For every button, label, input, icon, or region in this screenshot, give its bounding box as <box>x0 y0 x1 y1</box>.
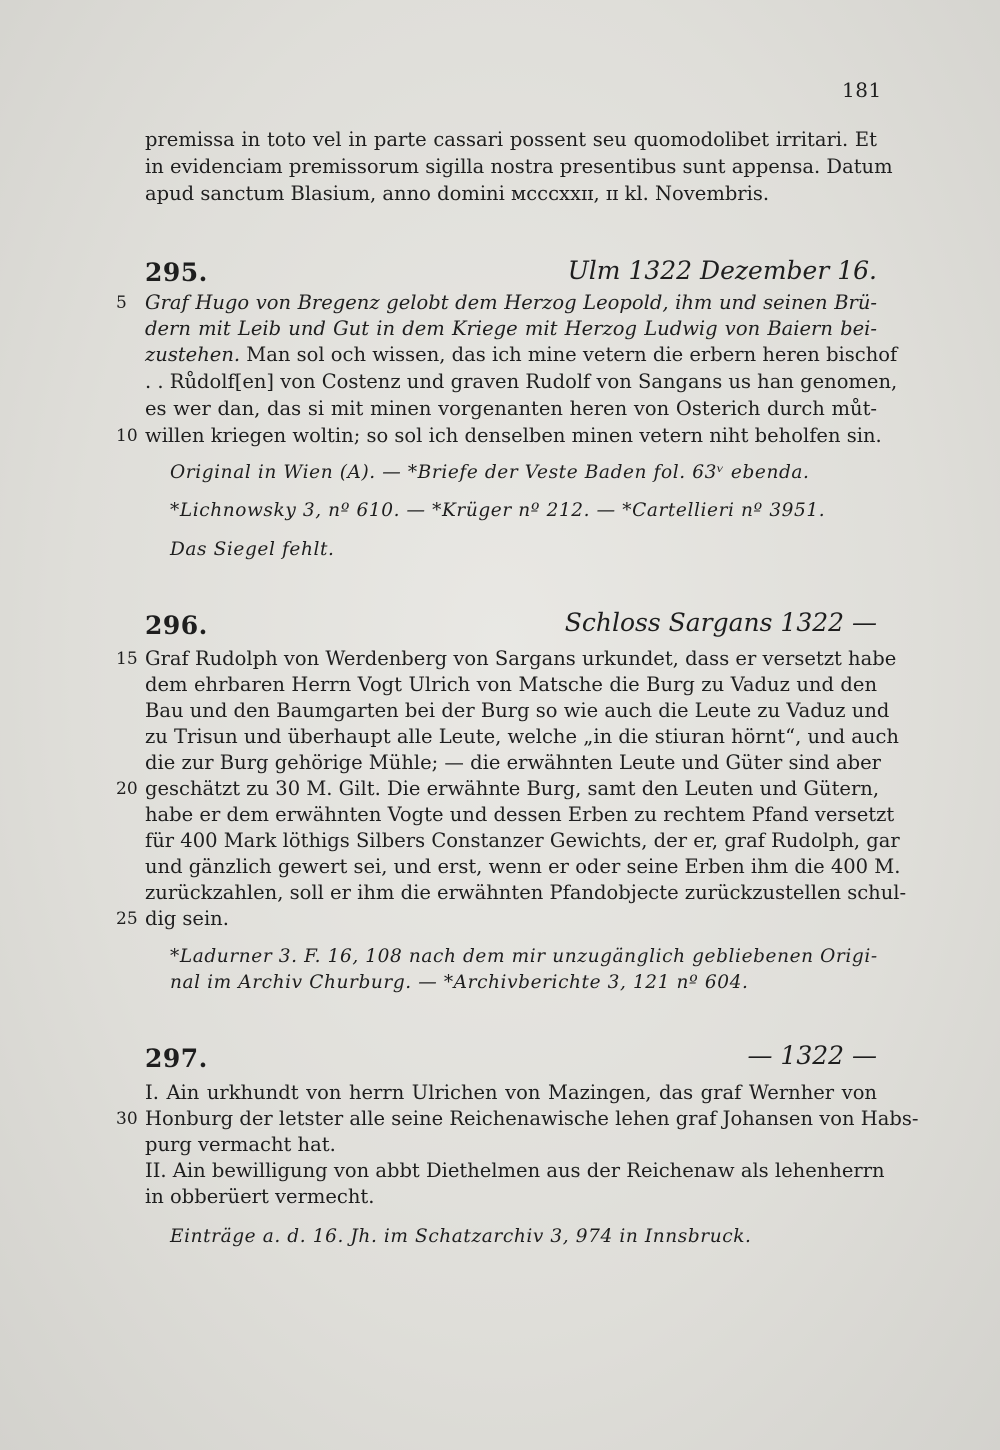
source-note: Einträge a. d. 16. Jh. im Schatzarchiv 3, 974 in Innsbruck. <box>170 1226 752 1247</box>
source-note: *Lichnowsky 3, nº 610. — *Krüger nº 212. — *Cartellieri nº 3951. <box>170 500 826 521</box>
source-note: Das Siegel fehlt. <box>170 539 335 560</box>
text-line: für 400 Mark löthigs Silbers Constanzer Gewichts, der er, graf Rudolph, gar <box>145 829 900 852</box>
line-number-marker: 20 <box>116 779 138 799</box>
text-line: dem ehrbaren Herrn Vogt Ulrich von Matsche die Burg zu Vaduz und den <box>145 673 877 696</box>
source-note: nal im Archiv Churburg. — *Archivberichte 3, 121 nº 604. <box>170 972 749 993</box>
mixed-line <box>145 342 898 368</box>
document-date: Ulm 1322 Dezember 16. <box>567 256 877 285</box>
line-number-marker: 15 <box>116 649 138 669</box>
line-number-marker: 5 <box>116 293 127 313</box>
regest-end: zustehen. <box>145 343 241 366</box>
source-note: *Ladurner 3. F. 16, 108 nach dem mir unzugänglich gebliebenen Origi- <box>170 946 878 967</box>
text-line: Bau und den Baumgarten bei der Burg so wie auch die Leute zu Vaduz und <box>145 699 890 722</box>
text-line: und gänzlich gewert sei, und erst, wenn er oder seine Erben ihm die 400 M. <box>145 855 901 878</box>
text-line: habe er dem erwähnten Vogte und dessen Erben zu rechtem Pfand versetzt <box>145 803 895 826</box>
text-line: zurückzahlen, soll er ihm die erwähnten Pfandobjecte zurückzustellen schul- <box>145 881 907 904</box>
document-number: 295. <box>145 258 208 287</box>
text-line: . . Růdolf[en] von Costenz und graven Rudolf von Sangans us han genomen, <box>145 370 898 393</box>
text-line: I. Ain urkhundt von herrn Ulrichen von Mazingen, das graf Wernher von <box>145 1081 877 1104</box>
text-line: Honburg der letster alle seine Reichenawische lehen graf Johansen von Habs- <box>145 1107 919 1130</box>
line-number-marker: 10 <box>116 426 138 446</box>
text-line: purg vermacht hat. <box>145 1133 336 1156</box>
document-date: Schloss Sargans 1322 — <box>564 608 877 637</box>
intro-line: apud sanctum Blasium, anno domini ᴍccᴄxxɪɪ, ɪɪ kl. Novembris. <box>145 182 770 205</box>
text-line: in obberüert vermecht. <box>145 1185 375 1208</box>
line-number-marker: 25 <box>116 909 138 929</box>
text-line: geschätzt zu 30 M. Gilt. Die erwähnte Burg, samt den Leuten und Gütern, <box>145 777 880 800</box>
regest-line: Graf Hugo von Bregenz gelobt dem Herzog Leopold, ihm und seinen Brü- <box>145 291 877 314</box>
text-line: II. Ain bewilligung von abbt Diethelmen aus der Reichenaw als lehenherrn <box>145 1159 885 1182</box>
line-number-marker: 30 <box>116 1109 138 1129</box>
text-line: die zur Burg gehörige Mühle; — die erwähnten Leute und Güter sind aber <box>145 751 881 774</box>
regest-line: dern mit Leib und Gut in dem Kriege mit Herzog Ludwig von Baiern bei- <box>145 317 877 340</box>
intro-line: premissa in toto vel in parte cassari possent seu quomodolibet irritari. Et <box>145 128 877 151</box>
text-line: dig sein. <box>145 907 229 930</box>
text-line: willen kriegen woltin; so sol ich denselben minen vetern niht beholfen sin. <box>145 424 882 447</box>
page-number: 181 <box>842 78 882 102</box>
intro-line: in evidenciam premissorum sigilla nostra presentibus sunt appensa. Datum <box>145 155 893 178</box>
document-date: — 1322 — <box>747 1041 877 1070</box>
text-start: Man sol och wissen, das ich mine vetern die erbern heren bischof <box>240 343 898 366</box>
text-line: es wer dan, das si mit minen vorgenanten heren von Osterich durch můt- <box>145 397 877 420</box>
document-number: 296. <box>145 611 208 640</box>
document-number: 297. <box>145 1044 208 1073</box>
text-line: Graf Rudolph von Werdenberg von Sargans urkundet, dass er versetzt habe <box>145 647 897 670</box>
source-note: Original in Wien (A). — *Briefe der Veste Baden fol. 63ᵛ ebenda. <box>170 462 810 483</box>
text-line: zu Trisun und überhaupt alle Leute, welche „in die stiuran hörnt“, und auch <box>145 725 899 748</box>
